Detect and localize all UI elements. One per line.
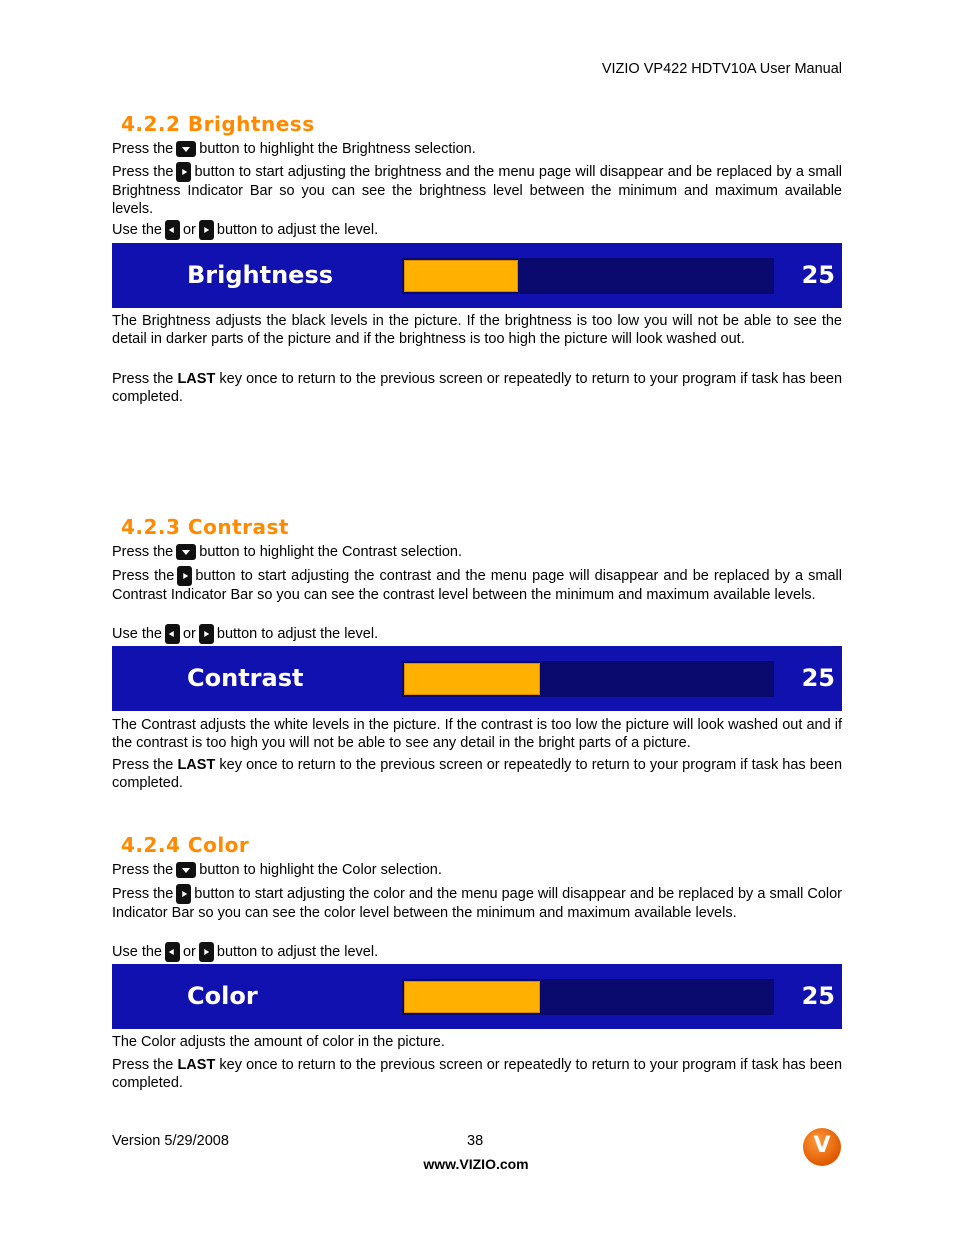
text: Press the [112, 885, 174, 902]
text: button to start adjusting the contrast and the menu page will disappear and be replaced by a small Contrast Indicator Bar so you can see the contrast level between the minimum and maximum available levels. [112, 567, 842, 603]
text: Press the [112, 567, 175, 584]
right-arrow-key-icon [177, 566, 192, 586]
osd-value: 25 [801, 982, 835, 1010]
down-arrow-key-icon [176, 862, 196, 878]
paragraph-highlight-color [112, 861, 842, 879]
paragraph-highlight-contrast [112, 543, 842, 561]
text: button to highlight the Brightness selection. [199, 141, 476, 157]
text: Press the [112, 1057, 174, 1073]
text: Press the [112, 163, 174, 180]
vizio-logo [803, 1128, 841, 1166]
paragraph-adjust-brightness [112, 162, 842, 218]
osd-label: Color [187, 982, 258, 1010]
paragraph-brightness-description: The Brightness adjusts the black levels in the picture. If the brightness is too low you will not be able to see the detail in darker parts of the picture and if the brightness is too high the picture will look washed out. [112, 313, 842, 347]
text: button to highlight the Color selection. [199, 862, 442, 878]
brightness-indicator-bar [112, 243, 842, 308]
text: key once to return to the previous screen or repeatedly to return to your program if task has been completed. [112, 1057, 843, 1091]
contrast-indicator-bar [112, 646, 842, 711]
osd-level-fill [404, 981, 540, 1013]
page-number: 38 [467, 1133, 484, 1149]
paragraph-last-key [112, 1056, 842, 1092]
right-arrow-key-icon [176, 162, 191, 182]
right-arrow-key-icon [199, 942, 214, 962]
text: Press the [112, 371, 174, 387]
paragraph-adjust-contrast [112, 566, 842, 604]
text: key once to return to the previous screen or repeatedly to return to your program if task has been completed. [112, 757, 843, 791]
text: Use the [112, 943, 162, 960]
osd-level-track [402, 258, 774, 294]
down-arrow-key-icon [176, 141, 196, 157]
page-header-title: VIZIO VP422 HDTV10A User Manual [601, 61, 842, 77]
right-arrow-key-icon [199, 220, 214, 240]
osd-value: 25 [801, 261, 835, 289]
down-arrow-key-icon [176, 544, 196, 560]
text: button to start adjusting the brightness and the menu page will disappear and be replaced by a small Brightness Indicator Bar so you can see the brightness level between the minimum and maximum available levels. [112, 163, 843, 217]
osd-label: Contrast [187, 664, 304, 692]
footer-url: www.VIZIO.com [423, 1156, 529, 1172]
osd-level-fill [404, 260, 518, 292]
osd-value: 25 [801, 664, 835, 692]
left-arrow-key-icon [165, 220, 180, 240]
text: or [182, 221, 196, 238]
text: key once to return to the previous screen or repeatedly to return to your program if task has been completed. [112, 371, 843, 405]
right-arrow-key-icon [199, 624, 214, 644]
text: Press the [112, 141, 174, 157]
left-arrow-key-icon [165, 624, 180, 644]
text: Press the [112, 862, 174, 878]
text: Use the [112, 221, 162, 238]
text: button to highlight the Contrast selection. [199, 544, 463, 560]
text: button to adjust the level. [216, 221, 379, 238]
text: button to adjust the level. [216, 943, 379, 960]
osd-level-track [402, 979, 774, 1015]
text: button to start adjusting the color and the menu page will disappear and be replaced by a small Color Indicator Bar so you can see the color level between the minimum and maximum available levels. [112, 885, 842, 921]
paragraph-level-brightness [112, 220, 842, 240]
paragraph-level-contrast [112, 624, 842, 644]
text: or [182, 943, 196, 960]
paragraph-last-key [112, 370, 842, 406]
text: Press the [112, 544, 174, 560]
paragraph-last-key [112, 756, 842, 792]
left-arrow-key-icon [165, 942, 180, 962]
paragraph-adjust-color [112, 884, 842, 922]
section-heading-contrast: 4.2.3 Contrast [121, 515, 289, 539]
section-heading-brightness: 4.2.2 Brightness [121, 112, 315, 136]
right-arrow-key-icon [176, 884, 191, 904]
paragraph-highlight-brightness [112, 140, 842, 158]
text: Use the [112, 625, 162, 642]
footer-version: Version 5/29/2008 [112, 1133, 229, 1149]
text: Press the [112, 757, 174, 773]
last-key-label: LAST [177, 371, 216, 387]
section-heading-color: 4.2.4 Color [121, 833, 250, 857]
paragraph-level-color [112, 942, 842, 962]
osd-level-fill [404, 663, 540, 695]
color-indicator-bar [112, 964, 842, 1029]
osd-label: Brightness [187, 261, 334, 289]
last-key-label: LAST [177, 757, 216, 773]
last-key-label: LAST [177, 1057, 216, 1073]
paragraph-contrast-description: The Contrast adjusts the white levels in the picture. If the contrast is too low the picture will look washed out and if the contrast is too high you will not be able to see any detail in the bright parts of a picture. [112, 717, 842, 751]
text: or [182, 625, 196, 642]
osd-level-track [402, 661, 774, 697]
paragraph-color-description: The Color adjusts the amount of color in the picture. [112, 1034, 445, 1050]
text: button to adjust the level. [216, 625, 379, 642]
